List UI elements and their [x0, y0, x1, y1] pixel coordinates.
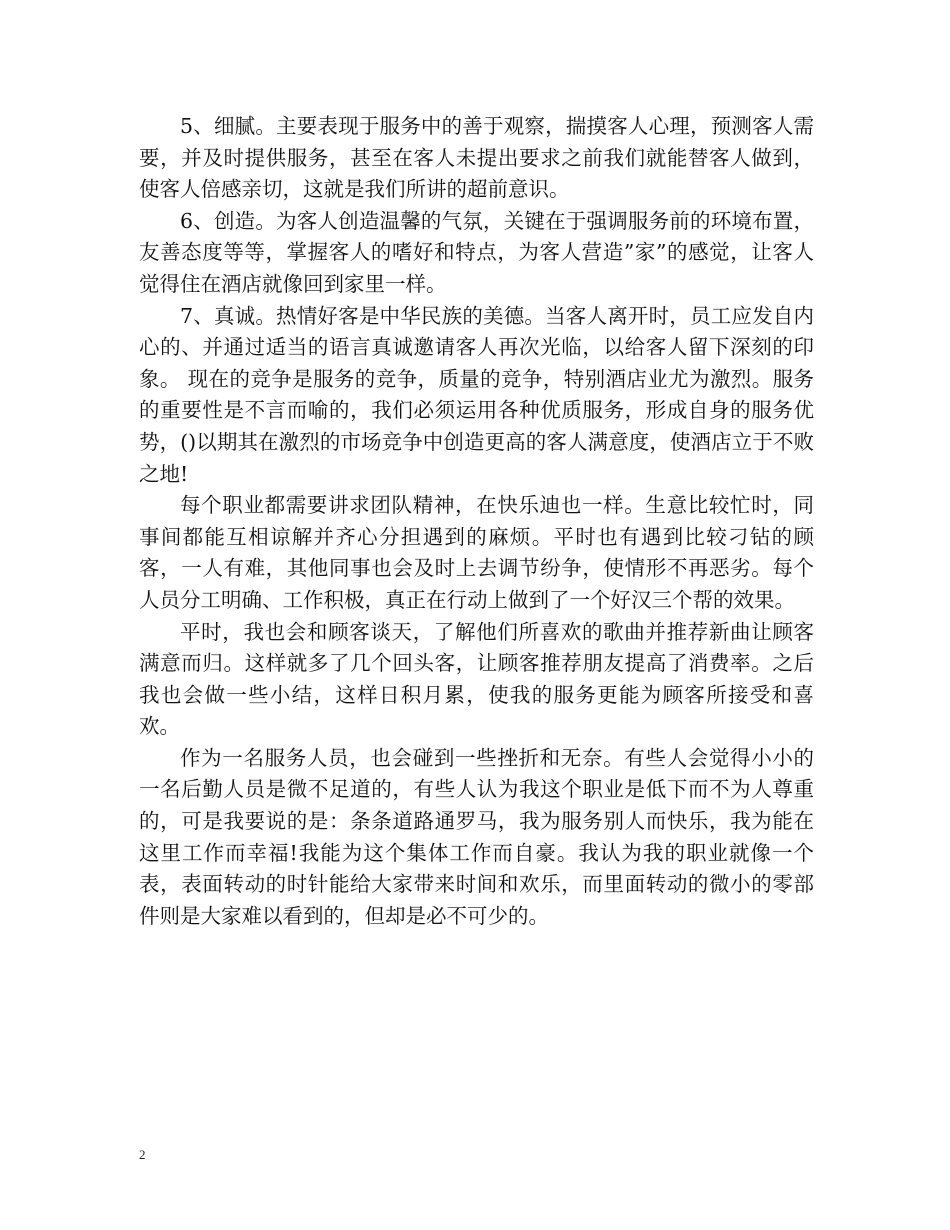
paragraph-teamwork: 每个职业都需要讲求团队精神，在快乐迪也一样。生意比较忙时，同事间都能互相谅解并齐心分担遇到的麻烦。平时也有遇到比较刁钻的顾客，一人有难，其他同事也会及时上去调节纷争，使情形不再恶劣。每个人员分工明确、工作积极，真正在行动上做到了一个好汉三个帮的效果。	[139, 493, 814, 612]
paragraph-creation: 6、创造。为客人创造温馨的气氛，关键在于强调服务前的环境布置，友善态度等等，掌握客人的嗜好和特点，为客人营造”家”的感觉，让客人觉得住在酒店就像回到家里一样。	[139, 208, 814, 296]
paragraph-reflection: 作为一名服务人员，也会碰到一些挫折和无奈。有些人会觉得小小的一名后勤人员是微不足道的，有些人认为我这个职业是低下而不为人尊重的，可是我要说的是：条条道路通罗马，我为服务别人而快乐，我为能在这里工作而幸福!我能为这个集体工作而自豪。我认为我的职业就像一个表，表面转动的时针能给大家带来时间和欢乐，而里面转动的微小的零部件则是大家难以看到的，但却是必不可少的。	[139, 745, 814, 928]
paragraph-customer-chat: 平时，我也会和顾客谈天，了解他们所喜欢的歌曲并推荐新曲让顾客满意而归。这样就多了几个回头客，让顾客推荐朋友提高了消费率。之后我也会做一些小结，这样日积月累，使我的服务更能为顾客所接受和喜欢。	[139, 619, 814, 739]
document-body	[139, 111, 814, 932]
paragraph-detail: 5、细腻。主要表现于服务中的善于观察，揣摸客人心理，预测客人需要，并及时提供服务，甚至在客人未提出要求之前我们就能替客人做到，使客人倍感亲切，这就是我们所讲的超前意识。	[139, 114, 814, 202]
paragraph-sincerity: 7、真诚。热情好客是中华民族的美德。当客人离开时，员工应发自内心的、并通过适当的语言真诚邀请客人再次光临，以给客人留下深刻的印象。 现在的竞争是服务的竞争，质量的竞争，特别酒店业尤为激烈。服务的重要性是不言而喻的，我们必须运用各种优质服务，形成自身的服务优势，()以期其在激烈的市场竞争中创造更高的客人满意度，使酒店立于不败之地!	[139, 303, 814, 486]
page-number: 2	[139, 1147, 146, 1162]
